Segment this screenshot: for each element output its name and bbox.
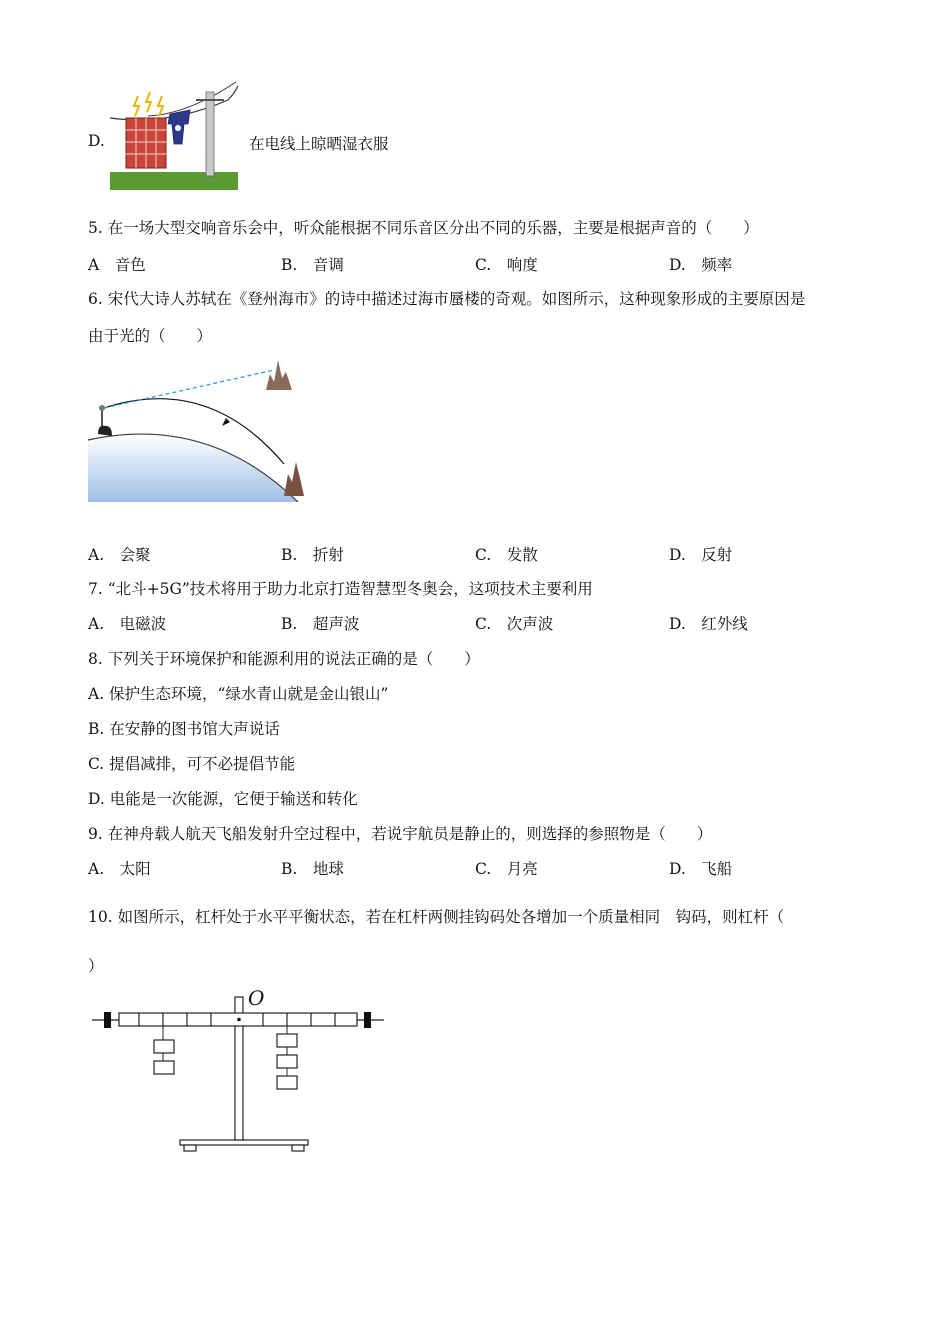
lever-diagram [88, 985, 388, 1157]
q9-option-a: A. 太阳 [88, 860, 151, 878]
q9-option-c: C. 月亮 [475, 860, 538, 878]
question-9-stem: 9. 在神舟载人航天飞船发射升空过程中，若说宇航员是静止的，则选择的参照物是（ ） [88, 825, 713, 843]
q8-option-b: B. 在安静的图书馆大声说话 [88, 720, 280, 738]
q5-option-b: B. 音调 [281, 256, 344, 274]
option-d-letter: D. [88, 132, 105, 150]
mirage-diagram [88, 350, 313, 502]
pivot-label: O [248, 986, 265, 1010]
q6-option-a: A. 会聚 [88, 546, 151, 564]
q5-option-a: A 音色 [88, 256, 146, 274]
question-5-stem: 5. 在一场大型交响音乐会中，听众能根据不同乐音区分出不同的乐器，主要是根据声音的（ ） [88, 219, 759, 237]
question-8-stem: 8. 下列关于环境保护和能源利用的说法正确的是（ ） [88, 650, 480, 668]
q8-option-a: A. 保护生态环境，“绿水青山就是金山银山” [88, 685, 389, 703]
q5-option-c: C. 响度 [475, 256, 538, 274]
left-balance-nut [104, 1012, 111, 1028]
q8-option-d: D. 电能是一次能源，它便于输送和转化 [88, 790, 358, 808]
option-d-caption: 在电线上晾晒湿衣服 [249, 135, 389, 153]
left-weights [154, 1026, 174, 1074]
q6-option-c: C. 发散 [475, 546, 538, 564]
q7-option-c: C. 次声波 [475, 615, 554, 633]
right-balance-nut [364, 1012, 371, 1028]
q7-option-a: A. 电磁波 [88, 615, 167, 633]
q6-option-b: B. 折射 [281, 546, 344, 564]
question-7-stem: 7. “北斗+5G”技术将用于助力北京打造智慧型冬奥会，这项技术主要利用 [88, 580, 593, 598]
question-6-stem-line1: 6. 宋代大诗人苏轼在《登州海市》的诗中描述过海市蜃楼的奇观。如图所示，这种现象形成的主要原因是 [88, 290, 806, 308]
q9-option-d: D. 飞船 [669, 860, 733, 878]
q7-option-d: D. 红外线 [669, 615, 748, 633]
q6-option-d: D. 反射 [669, 546, 733, 564]
question-10-stem-line2: ） [88, 957, 104, 975]
wet-clothes-on-power-line-illustration [108, 80, 240, 192]
q8-option-c: C. 提倡减排，可不必提倡节能 [88, 755, 296, 773]
lever-base [180, 1140, 308, 1145]
question-6-stem-line2: 由于光的（ ） [88, 327, 213, 345]
q7-option-b: B. 超声波 [281, 615, 360, 633]
pivot-point [237, 1018, 241, 1022]
q5-option-d: D. 频率 [669, 256, 733, 274]
question-10-stem-line1: 10. 如图所示，杠杆处于水平平衡状态，若在杠杆两侧挂钩码处各增加一个质量相同 钩码，则杠杆（ [88, 908, 785, 926]
right-weights [277, 1026, 297, 1089]
q9-option-b: B. 地球 [281, 860, 344, 878]
